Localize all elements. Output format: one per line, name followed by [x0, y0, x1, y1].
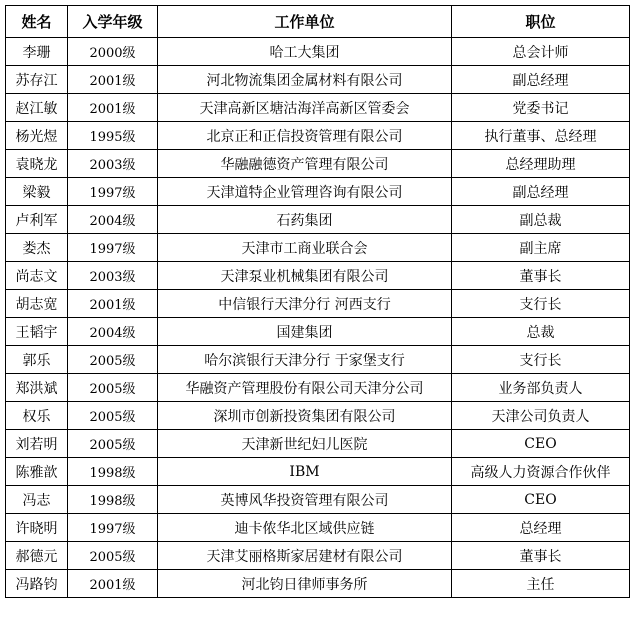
cell-employer: 迪卡侬华北区域供应链 [158, 514, 452, 542]
cell-year: 2005级 [68, 542, 158, 570]
cell-year: 1997级 [68, 234, 158, 262]
cell-year: 2001级 [68, 570, 158, 598]
cell-employer: 哈尔滨银行天津分行 于家堡支行 [158, 346, 452, 374]
table-row [6, 262, 630, 290]
cell-position: CEO [452, 486, 630, 514]
table-row [6, 514, 630, 542]
cell-year: 2003级 [68, 262, 158, 290]
cell-employer: IBM [158, 458, 452, 486]
cell-year: 2004级 [68, 206, 158, 234]
table-row [6, 66, 630, 94]
cell-position: 主任 [452, 570, 630, 598]
cell-employer: 天津泵业机械集团有限公司 [158, 262, 452, 290]
cell-name: 梁毅 [6, 178, 68, 206]
cell-name: 冯志 [6, 486, 68, 514]
table-row [6, 150, 630, 178]
cell-employer: 天津高新区塘沽海洋高新区管委会 [158, 94, 452, 122]
header-name: 姓名 [6, 6, 68, 38]
cell-position: 副主席 [452, 234, 630, 262]
cell-employer: 天津市工商业联合会 [158, 234, 452, 262]
table-row [6, 402, 630, 430]
cell-position: 副总裁 [452, 206, 630, 234]
cell-employer: 天津道特企业管理咨询有限公司 [158, 178, 452, 206]
cell-year: 2005级 [68, 402, 158, 430]
table-row [6, 430, 630, 458]
cell-name: 王韬宇 [6, 318, 68, 346]
table-row [6, 458, 630, 486]
cell-year: 2000级 [68, 38, 158, 66]
cell-name: 郝德元 [6, 542, 68, 570]
cell-position: 支行长 [452, 346, 630, 374]
cell-name: 陈雅歆 [6, 458, 68, 486]
table-row [6, 570, 630, 598]
table-row [6, 486, 630, 514]
table-row [6, 178, 630, 206]
cell-name: 杨光煜 [6, 122, 68, 150]
header-row [6, 6, 630, 38]
cell-employer: 中信银行天津分行 河西支行 [158, 290, 452, 318]
cell-name: 郑洪斌 [6, 374, 68, 402]
header-employer: 工作单位 [158, 6, 452, 38]
cell-year: 2004级 [68, 318, 158, 346]
cell-position: 副总经理 [452, 66, 630, 94]
cell-name: 刘若明 [6, 430, 68, 458]
header-position: 职位 [452, 6, 630, 38]
cell-employer: 华融资产管理股份有限公司天津分公司 [158, 374, 452, 402]
cell-year: 1998级 [68, 486, 158, 514]
cell-employer: 哈工大集团 [158, 38, 452, 66]
cell-year: 2001级 [68, 66, 158, 94]
cell-employer: 天津艾丽格斯家居建材有限公司 [158, 542, 452, 570]
cell-position: 董事长 [452, 262, 630, 290]
cell-position: 副总经理 [452, 178, 630, 206]
cell-name: 卢利军 [6, 206, 68, 234]
cell-name: 袁晓龙 [6, 150, 68, 178]
table-row [6, 318, 630, 346]
cell-year: 2005级 [68, 374, 158, 402]
table-row [6, 542, 630, 570]
table-row [6, 206, 630, 234]
cell-position: 总会计师 [452, 38, 630, 66]
cell-position: 总经理 [452, 514, 630, 542]
cell-year: 2001级 [68, 290, 158, 318]
cell-employer: 天津新世纪妇儿医院 [158, 430, 452, 458]
cell-position: CEO [452, 430, 630, 458]
cell-employer: 北京正和正信投资管理有限公司 [158, 122, 452, 150]
cell-name: 权乐 [6, 402, 68, 430]
cell-name: 李珊 [6, 38, 68, 66]
cell-name: 苏存江 [6, 66, 68, 94]
cell-year: 1995级 [68, 122, 158, 150]
cell-name: 赵江敏 [6, 94, 68, 122]
cell-year: 1998级 [68, 458, 158, 486]
cell-year: 2005级 [68, 430, 158, 458]
cell-position: 业务部负责人 [452, 374, 630, 402]
cell-year: 2005级 [68, 346, 158, 374]
cell-employer: 深圳市创新投资集团有限公司 [158, 402, 452, 430]
cell-employer: 英博风华投资管理有限公司 [158, 486, 452, 514]
cell-year: 2003级 [68, 150, 158, 178]
table-row [6, 94, 630, 122]
cell-name: 娄杰 [6, 234, 68, 262]
cell-name: 郭乐 [6, 346, 68, 374]
cell-employer: 华融融德资产管理有限公司 [158, 150, 452, 178]
cell-name: 尚志文 [6, 262, 68, 290]
table-row [6, 122, 630, 150]
cell-employer: 石药集团 [158, 206, 452, 234]
cell-position: 党委书记 [452, 94, 630, 122]
cell-position: 总裁 [452, 318, 630, 346]
cell-name: 胡志宽 [6, 290, 68, 318]
cell-position: 执行董事、总经理 [452, 122, 630, 150]
cell-name: 许晓明 [6, 514, 68, 542]
alumni-table [5, 5, 630, 598]
table-row [6, 374, 630, 402]
cell-position: 天津公司负责人 [452, 402, 630, 430]
header-year: 入学年级 [68, 6, 158, 38]
cell-position: 总经理助理 [452, 150, 630, 178]
cell-position: 董事长 [452, 542, 630, 570]
table-row [6, 38, 630, 66]
cell-year: 2001级 [68, 94, 158, 122]
cell-employer: 河北物流集团金属材料有限公司 [158, 66, 452, 94]
cell-employer: 国建集团 [158, 318, 452, 346]
cell-year: 1997级 [68, 514, 158, 542]
cell-position: 支行长 [452, 290, 630, 318]
cell-position: 高级人力资源合作伙伴 [452, 458, 630, 486]
cell-employer: 河北钧日律师事务所 [158, 570, 452, 598]
table-row [6, 346, 630, 374]
cell-year: 1997级 [68, 178, 158, 206]
table-row [6, 290, 630, 318]
table-row [6, 234, 630, 262]
cell-name: 冯路钧 [6, 570, 68, 598]
